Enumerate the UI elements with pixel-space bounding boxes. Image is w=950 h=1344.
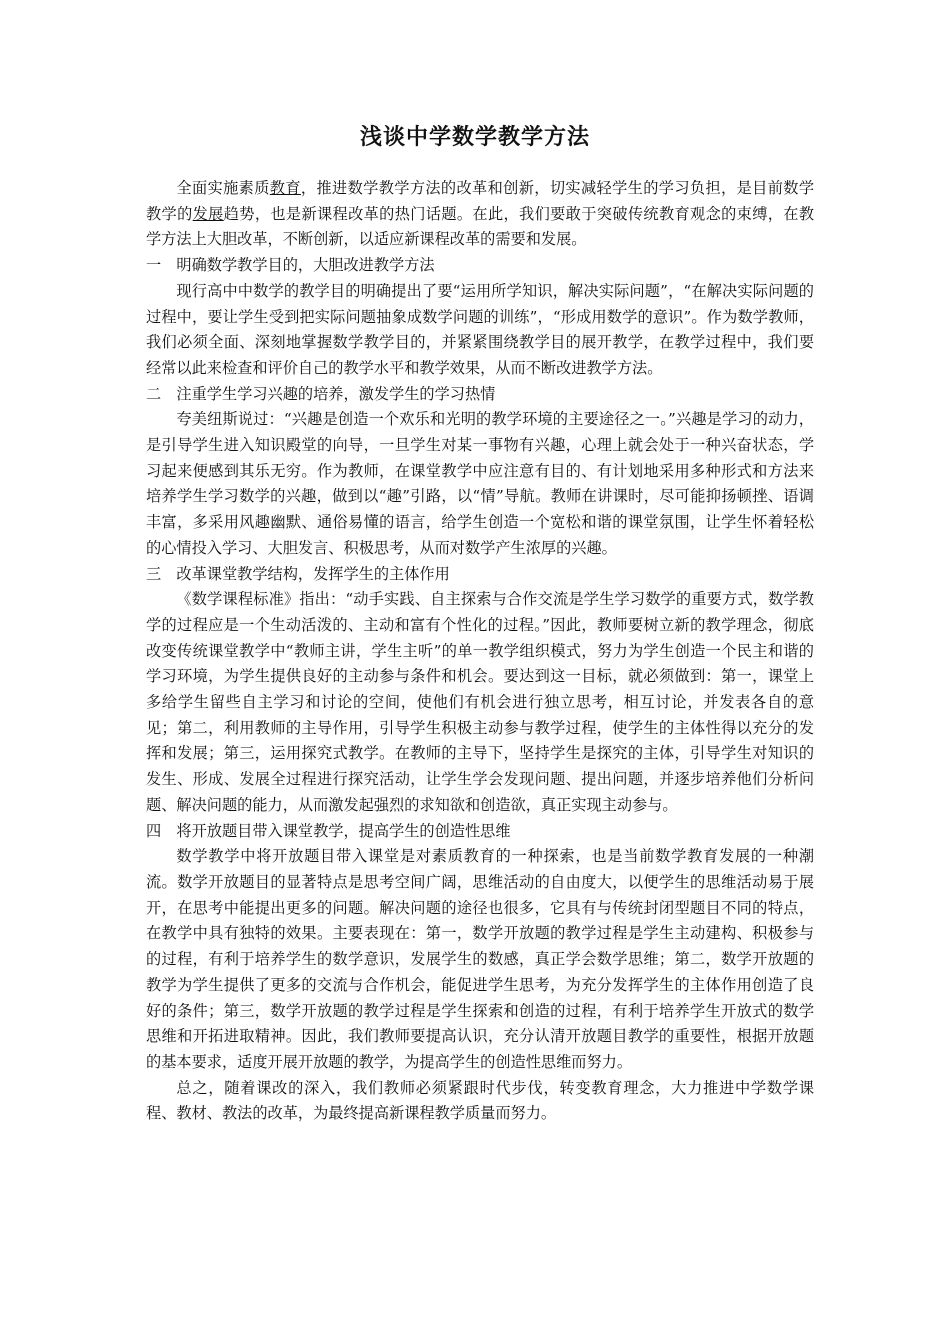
section-heading-3: 三 改革课堂教学结构，发挥学生的主体作用: [146, 564, 450, 583]
document-body: [146, 176, 814, 1127]
section-heading-4: 四 将开放题目带入课堂教学，提高学生的创造性思维: [146, 821, 511, 840]
development-link[interactable]: 发展: [192, 204, 224, 223]
intro-text-c: 趋势，也是新课程改革的热门话题。在此，我们要敢于突破传统教育观念的束缚，在教学方法上大胆改革，不断创新，以适应新课程改革的需要和发展。: [146, 204, 815, 249]
section-3-paragraph: 《数学课程标准》指出：“动手实践、自主探索与合作交流是学生学习数学的重要方式，数学教学的过程应是一个生动活泼的、主动和富有个性化的过程。”因此，教师要树立新的教学理念，彻底改变传统课堂教学中“教师主讲，学生主听”的单一教学组织模式，努力为学生创造一个民主和谐的学习环境，为学生提供良好的主动参与条件和机会。要达到这一目标，就必须做到：第一，课堂上多给学生留些自主学习和讨论的空间，使他们有机会进行独立思考，相互讨论，并发表各自的意见；第二，利用教师的主导作用，引导学生积极主动参与教学过程，使学生的主体性得以充分的发挥和发展；第三，运用探究式教学。在教师的主导下，坚持学生是探究的主体，引导学生对知识的发生、形成、发展全过程进行探究活动，让学生学会发现问题、提出问题，并逐步培养他们分析问题、解决问题的能力，从而激发起强烈的求知欲和创造欲，真正实现主动参与。: [146, 590, 814, 814]
section-heading-2: 二 注重学生学习兴趣的培养，激发学生的学习热情: [146, 384, 496, 403]
document-title: 浅谈中学数学教学方法: [359, 125, 590, 150]
section-1-paragraph: 现行高中中数学的教学目的明确提出了要“运用所学知识，解决实际问题”，“在解决实际问题的过程中，要让学生受到把实际问题抽象成数学问题的训练”，“形成用数学的意识”。作为数学教师，我们必须全面、深刻地掌握数学教学目的，并紧紧围绕教学目的展开教学，在教学过程中，我们要经常以此来检查和评价自己的教学水平和教学效果，从而不断改进教学方法。: [146, 281, 814, 377]
intro-paragraph: [146, 176, 814, 253]
intro-text-b: ，推进数学教学方法的改革和创新，切实减轻学生的学习负担，是目前数学教学的: [146, 179, 815, 223]
section-heading-1: 一 明确数学教学目的，大胆改进教学方法: [146, 256, 435, 275]
conclusion-paragraph: 总之，随着课改的深入，我们教师必须紧跟时代步伐，转变教育理念，大力推进中学数学课程、教材、教法的改革，为最终提高新课程教学质量而努力。: [146, 1078, 814, 1123]
intro-text-a: 全面实施素质: [176, 179, 270, 197]
section-2-paragraph: 夸美纽斯说过：“兴趣是创造一个欢乐和光明的教学环境的主要途径之一。”兴趣是学习的动力，是引导学生进入知识殿堂的向导，一旦学生对某一事物有兴趣，心理上就会处于一种兴奋状态，学习起来便感到其乐无穷。作为教师，在课堂教学中应注意有目的、有计划地采用多种形式和方法来培养学生学习数学的兴趣，做到以“趣”引路，以“情”导航。教师在讲课时，尽可能抑扬顿挫、语调丰富，多采用风趣幽默、通俗易懂的语言，给学生创造一个宽松和谐的课堂氛围，让学生怀着轻松的心情投入学习、大胆发言、积极思考，从而对数学产生浓厚的兴趣。: [146, 410, 814, 557]
section-4-paragraph: 数学教学中将开放题目带入课堂是对素质教育的一种探索，也是当前数学教育发展的一种潮流。数学开放题目的显著特点是思考空间广阔，思维活动的自由度大，以便学生的思维活动易于展开，在思考中能提出更多的问题。解决问题的途径也很多，它具有与传统封闭型题目不同的特点，在教学中具有独特的效果。主要表现在：第一，数学开放题的教学过程是学生主动建构、积极参与的过程，有利于培养学生的数学意识，发展学生的数感，真正学会数学思维；第二，数学开放题的教学为学生提供了更多的交流与合作机会，能促进学生思考，为充分发挥学生的主体作用创造了良好的条件；第三，数学开放题的教学过程是学生探索和创造的过程，有利于培养学生开放式的数学思维和开拓进取精神。因此，我们教师要提高认识，充分认清开放题目教学的重要性，根据开放题的基本要求，适度开展开放题的教学，为提高学生的创造性思维而努力。: [146, 847, 814, 1071]
education-link[interactable]: 教育: [269, 179, 301, 197]
